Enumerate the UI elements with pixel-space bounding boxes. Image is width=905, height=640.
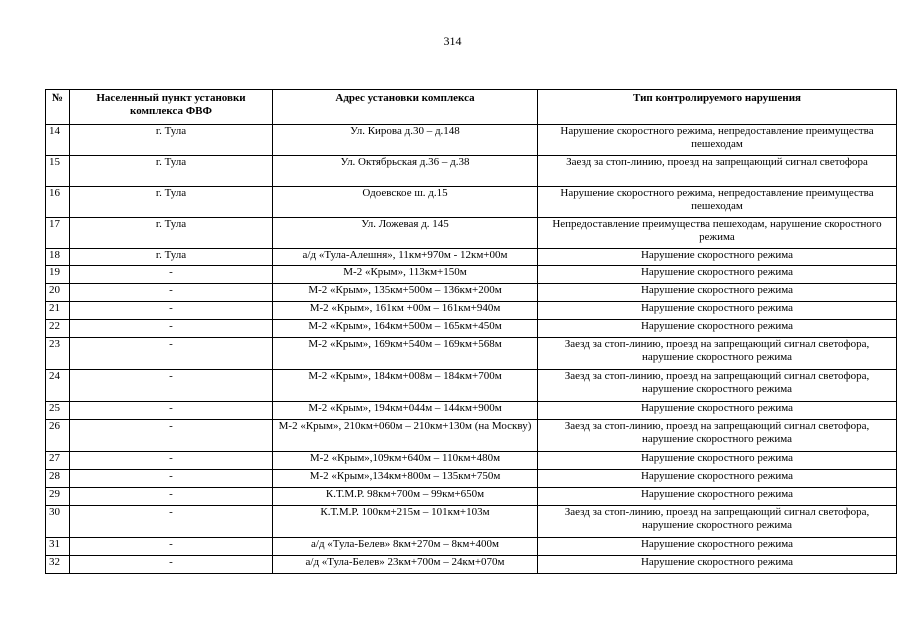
cell-address: К.Т.М.Р. 100км+215м – 101км+103м — [273, 506, 538, 538]
page-number: 314 — [443, 34, 462, 48]
table-row — [46, 156, 897, 187]
table-row — [46, 125, 897, 156]
cell-num: 24 — [46, 370, 70, 402]
table-row — [46, 302, 897, 320]
cell-address: М-2 «Крым», 164км+500м – 165км+450м — [273, 320, 538, 338]
cell-locality: г. Тула — [70, 156, 273, 187]
cell-address: а/д «Тула-Белев» 23км+700м – 24км+070м — [273, 556, 538, 574]
cell-locality: - — [70, 538, 273, 556]
cell-violation: Заезд за стоп-линию, проезд на запрещающий сигнал светофора, нарушение скоростного режима — [538, 338, 897, 370]
cell-num: 20 — [46, 284, 70, 302]
cell-address: Одоевское ш. д.15 — [273, 187, 538, 218]
cell-violation: Нарушение скоростного режима, непредоставление преимущества пешеходам — [538, 187, 897, 218]
cell-locality: - — [70, 488, 273, 506]
cell-violation: Нарушение скоростного режима — [538, 538, 897, 556]
table-row — [46, 506, 897, 538]
header-locality: Населенный пункт установки комплекса ФВФ — [70, 90, 273, 125]
cell-address: Ул. Кирова д.30 – д.148 — [273, 125, 538, 156]
cell-violation: Нарушение скоростного режима — [538, 266, 897, 284]
table-header-row — [46, 90, 897, 125]
cell-num: 26 — [46, 420, 70, 452]
cell-violation: Заезд за стоп-линию, проезд на запрещающий сигнал светофора, нарушение скоростного режима — [538, 420, 897, 452]
table-row — [46, 249, 897, 266]
table-row — [46, 420, 897, 452]
cell-locality: г. Тула — [70, 218, 273, 249]
table-row — [46, 338, 897, 370]
cell-address: М-2 «Крым», 184км+008м – 184км+700м — [273, 370, 538, 402]
cell-num: 29 — [46, 488, 70, 506]
cell-violation: Нарушение скоростного режима — [538, 452, 897, 470]
cell-locality: - — [70, 370, 273, 402]
cell-address: а/д «Тула-Алешня», 11км+970м - 12км+00м — [273, 249, 538, 266]
speed-camera-table — [45, 89, 897, 574]
cell-address: М-2 «Крым», 169км+540м – 169км+568м — [273, 338, 538, 370]
cell-locality: г. Тула — [70, 249, 273, 266]
table-row — [46, 284, 897, 302]
table-row — [46, 488, 897, 506]
cell-num: 16 — [46, 187, 70, 218]
cell-violation: Нарушение скоростного режима — [538, 302, 897, 320]
cell-address: а/д «Тула-Белев» 8км+270м – 8км+400м — [273, 538, 538, 556]
cell-num: 25 — [46, 402, 70, 420]
cell-violation: Непредоставление преимущества пешеходам, нарушение скоростного режима — [538, 218, 897, 249]
table-row — [46, 402, 897, 420]
cell-num: 18 — [46, 249, 70, 266]
cell-num: 19 — [46, 266, 70, 284]
cell-locality: - — [70, 320, 273, 338]
cell-locality: - — [70, 452, 273, 470]
table-row — [46, 538, 897, 556]
cell-address: К.Т.М.Р. 98км+700м – 99км+650м — [273, 488, 538, 506]
cell-num: 17 — [46, 218, 70, 249]
cell-violation: Заезд за стоп-линию, проезд на запрещающий сигнал светофора, нарушение скоростного режима — [538, 506, 897, 538]
cell-num: 15 — [46, 156, 70, 187]
cell-locality: - — [70, 284, 273, 302]
cell-locality: г. Тула — [70, 125, 273, 156]
cell-violation: Нарушение скоростного режима — [538, 470, 897, 488]
table-row — [46, 218, 897, 249]
table-row — [46, 266, 897, 284]
table-row — [46, 470, 897, 488]
cell-address: М-2 «Крым»,134км+800м – 135км+750м — [273, 470, 538, 488]
cell-violation: Нарушение скоростного режима — [538, 249, 897, 266]
cell-address: Ул. Октябрьская д.36 – д.38 — [273, 156, 538, 187]
cell-num: 22 — [46, 320, 70, 338]
header-violation: Тип контролируемого нарушения — [538, 90, 897, 125]
cell-violation: Заезд за стоп-линию, проезд на запрещающий сигнал светофора — [538, 156, 897, 187]
cell-locality: - — [70, 302, 273, 320]
cell-num: 21 — [46, 302, 70, 320]
cell-violation: Заезд за стоп-линию, проезд на запрещающий сигнал светофора, нарушение скоростного режима — [538, 370, 897, 402]
cell-locality: - — [70, 420, 273, 452]
cell-locality: - — [70, 266, 273, 284]
cell-address: М-2 «Крым», 210км+060м – 210км+130м (на Москву) — [273, 420, 538, 452]
cell-num: 28 — [46, 470, 70, 488]
cell-locality: - — [70, 556, 273, 574]
cell-violation: Нарушение скоростного режима — [538, 556, 897, 574]
cell-address: М-2 «Крым», 194км+044м – 144км+900м — [273, 402, 538, 420]
cell-locality: - — [70, 470, 273, 488]
cell-address: М-2 «Крым», 135км+500м – 136км+200м — [273, 284, 538, 302]
table-row — [46, 370, 897, 402]
header-address: Адрес установки комплекса — [273, 90, 538, 125]
cell-violation: Нарушение скоростного режима — [538, 488, 897, 506]
cell-num: 14 — [46, 125, 70, 156]
cell-num: 31 — [46, 538, 70, 556]
cell-locality: - — [70, 506, 273, 538]
cell-num: 30 — [46, 506, 70, 538]
cell-address: Ул. Ложевая д. 145 — [273, 218, 538, 249]
cell-address: М-2 «Крым», 161км +00м – 161км+940м — [273, 302, 538, 320]
table-row — [46, 452, 897, 470]
table-body — [46, 125, 897, 574]
cell-locality: г. Тула — [70, 187, 273, 218]
cell-locality: - — [70, 402, 273, 420]
cell-violation: Нарушение скоростного режима — [538, 284, 897, 302]
cell-address: М-2 «Крым», 113км+150м — [273, 266, 538, 284]
cell-locality: - — [70, 338, 273, 370]
cell-num: 32 — [46, 556, 70, 574]
cell-num: 23 — [46, 338, 70, 370]
header-num: № — [46, 90, 70, 125]
table-row — [46, 556, 897, 574]
cell-violation: Нарушение скоростного режима — [538, 402, 897, 420]
cell-num: 27 — [46, 452, 70, 470]
cell-address: М-2 «Крым»,109км+640м – 110км+480м — [273, 452, 538, 470]
table-row — [46, 320, 897, 338]
table-row — [46, 187, 897, 218]
cell-violation: Нарушение скоростного режима — [538, 320, 897, 338]
cell-violation: Нарушение скоростного режима, непредоставление преимущества пешеходам — [538, 125, 897, 156]
